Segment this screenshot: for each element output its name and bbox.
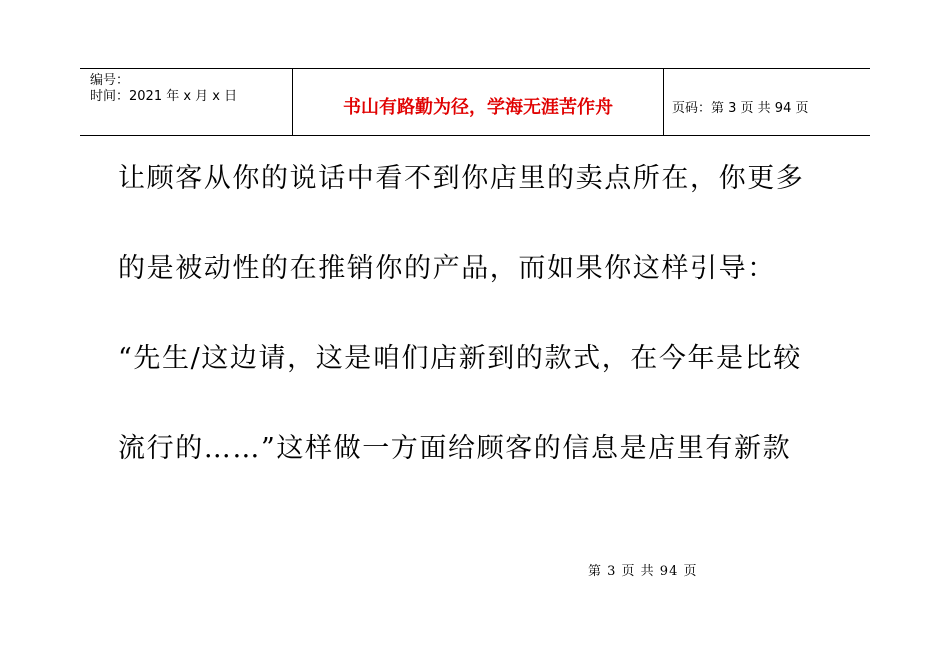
document-header	[80, 68, 870, 136]
body-line: 让顾客从你的说话中看不到你店里的卖点所在，你更多	[118, 163, 805, 194]
body-line: 的是被动性的在推销你的产品，而如果你这样引导：	[118, 253, 776, 284]
header-page-cell	[664, 69, 871, 136]
header-motto-cell	[293, 69, 664, 136]
body-line: 流行的……”这样做一方面给顾客的信息是店里有新款	[118, 433, 792, 464]
header-meta-cell	[80, 69, 293, 136]
document-body	[118, 160, 858, 520]
body-line: “先生/这边请，这是咱们店新到的款式，在今年是比较	[118, 343, 802, 374]
page-info: 页码：第 3 页 共 94 页	[672, 100, 809, 116]
time-label: 时间：2021 年 x 月 x 日	[90, 89, 238, 104]
page-footer: 第 3 页 共 94 页	[588, 564, 698, 579]
motto-text: 书山有路勤为径，学海无涯苦作舟	[343, 97, 613, 118]
number-label: 编号：	[90, 73, 130, 88]
